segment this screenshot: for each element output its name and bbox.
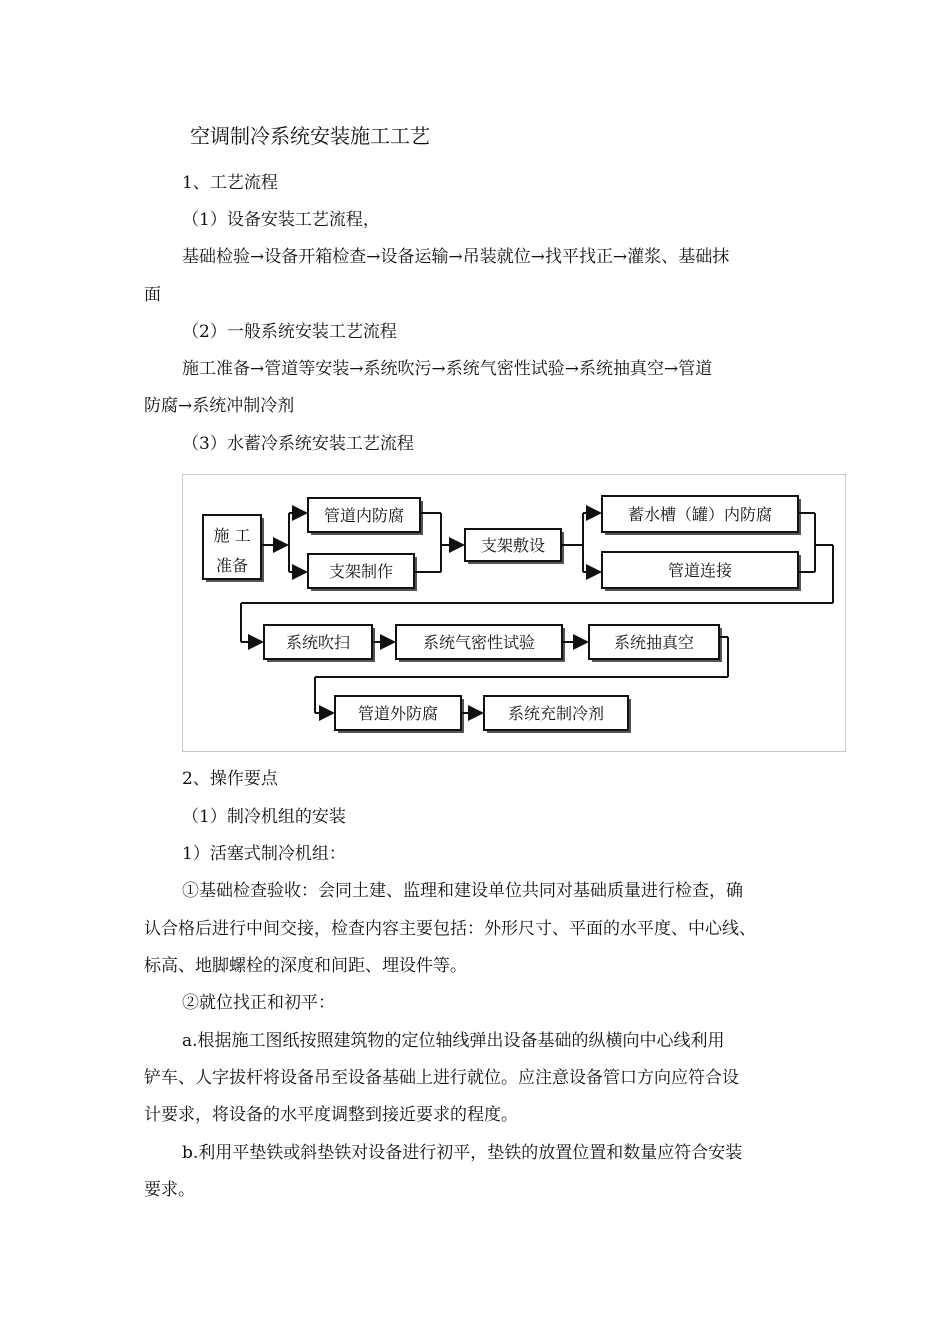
label-refrigerant: 系统充制冷剂 [507,704,605,723]
item-1-heading: 1）活塞式制冷机组： [182,844,346,864]
positioning-heading: ②就位找正和初平： [182,993,335,1013]
label-blow: 系统吹扫 [285,633,351,652]
subsection-1-1-heading: （1）设备安装工艺流程， [182,210,380,230]
label-prep-line1: 施 工 [213,526,251,545]
section-2-heading: 2、操作要点 [182,769,278,789]
label-tank-anticorrosion: 蓄水槽（罐）内防腐 [627,505,773,524]
subsection-1-2-heading: （2）一般系统安装工艺流程 [182,322,397,342]
para-a-line3: 计要求，将设备的水平度调整到接近要求的程度。 [144,1105,518,1125]
equipment-flow-text-line2: 面 [144,285,161,305]
subsection-2-1-heading: （1）制冷机组的安装 [182,807,346,827]
foundation-check-line3: 标高、地脚螺栓的深度和间距、埋设件等。 [144,956,467,976]
label-prep-line2: 准备 [215,556,249,575]
para-b-line2: 要求。 [144,1180,195,1200]
general-flow-text-line2: 防腐→系统冲制冷剂 [144,396,295,416]
page-title: 空调制冷系统安装施工工艺 [190,124,430,148]
flowchart-canvas [183,475,847,753]
label-outer-anticorrosion: 管道外防腐 [357,704,439,723]
subsection-1-3-heading: （3）水蓄冷系统安装工艺流程 [182,434,414,454]
equipment-flow-text-line1: 基础检验→设备开箱检查→设备运输→吊装就位→找平找正→灌浆、基础抹 [182,247,730,267]
label-airtight: 系统气密性试验 [422,633,536,652]
label-pipe-inner-anticorrosion: 管道内防腐 [323,506,405,525]
general-flow-text-line1: 施工准备→管道等安装→系统吹污→系统气密性试验→系统抽真空→管道 [182,359,713,379]
label-pipe-connect: 管道连接 [667,561,733,580]
section-1-heading: 1、工艺流程 [182,173,278,193]
foundation-check-line1: ①基础检查验收：会同土建、监理和建设单位共同对基础质量进行检查，确 [182,881,743,901]
label-vacuum: 系统抽真空 [613,633,695,652]
para-a-line1: a.根据施工图纸按照建筑物的定位轴线弹出设备基础的纵横向中心线利用 [182,1031,725,1051]
label-support-lay: 支架敷设 [480,536,546,555]
foundation-check-line2: 认合格后进行中间交接，检查内容主要包括：外形尺寸、平面的水平度、中心线、 [144,919,756,939]
water-storage-flowchart [182,474,846,752]
label-support-make: 支架制作 [328,562,394,581]
para-b-line1: b.利用平垫铁或斜垫铁对设备进行初平，垫铁的放置位置和数量应符合安装 [182,1143,743,1163]
para-a-line2: 铲车、人字拔杆将设备吊至设备基础上进行就位。应注意设备管口方向应符合设 [144,1068,739,1088]
